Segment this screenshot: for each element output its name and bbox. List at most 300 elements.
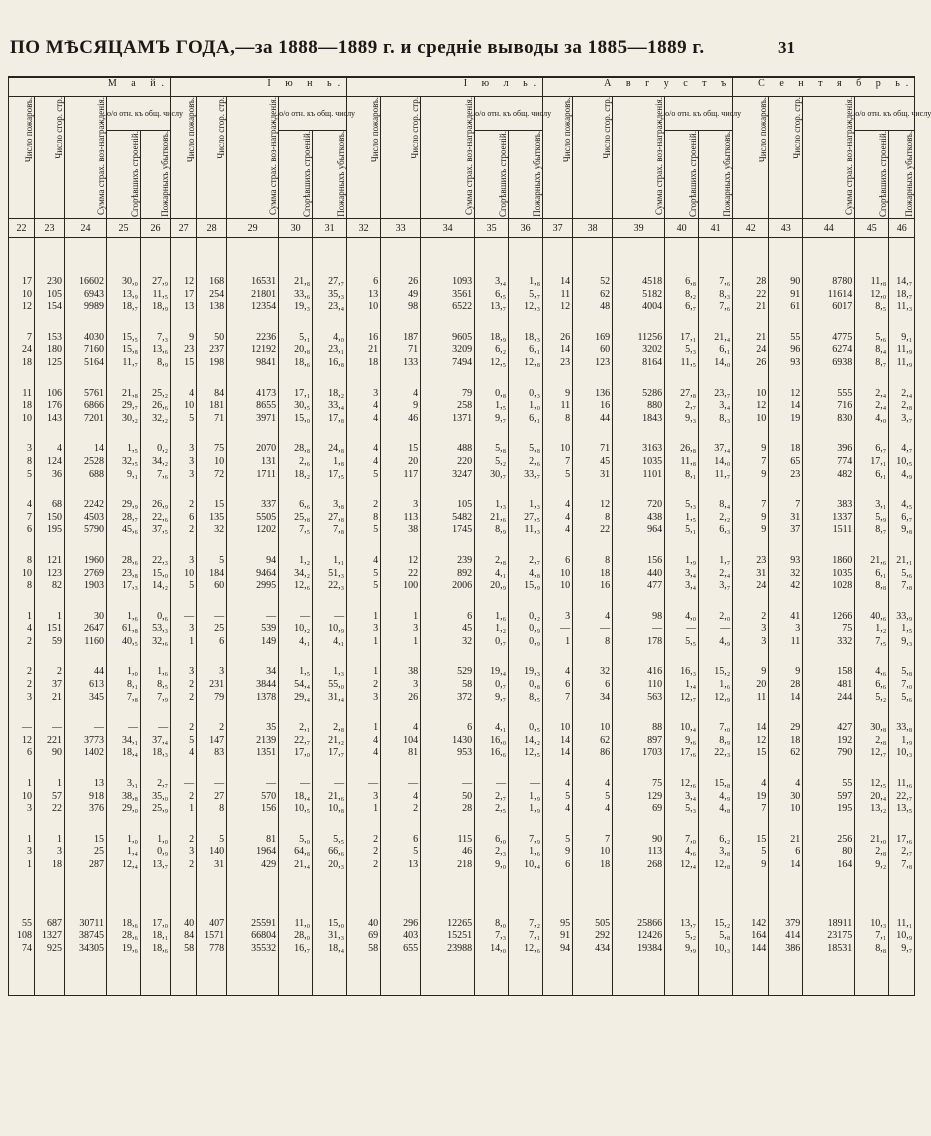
- table-cell: 24: [733, 344, 769, 357]
- spacer-cell: [421, 648, 475, 666]
- table-cell: 11,₆: [889, 778, 915, 791]
- table-cell: 195: [35, 524, 65, 537]
- spacer-cell: [665, 760, 699, 778]
- table-cell: 22: [733, 289, 769, 302]
- table-cell: 7,₁: [855, 930, 889, 943]
- table-cell: 48: [573, 301, 613, 314]
- table-cell: 30,₀: [107, 276, 141, 289]
- column-label-september-4: [855, 131, 889, 219]
- table-cell: 30,₅: [279, 400, 313, 413]
- table-cell: 15: [381, 443, 421, 456]
- table-cell: 2,₈: [475, 555, 509, 568]
- table-cell: 106: [35, 388, 65, 401]
- table-cell: 2,₈: [855, 735, 889, 748]
- spacer-cell: [313, 872, 347, 918]
- table-cell: 12,₀: [855, 289, 889, 302]
- spacer-cell: [171, 425, 197, 443]
- spacer-cell: [855, 481, 889, 499]
- table-cell: 46: [381, 413, 421, 426]
- table-cell: 2: [171, 791, 197, 804]
- table-cell: 4: [543, 499, 573, 512]
- table-cell: 40,₅: [107, 636, 141, 649]
- table-cell: 1371: [421, 413, 475, 426]
- spacer-cell: [313, 760, 347, 778]
- table-cell: 9: [171, 332, 197, 345]
- spacer-cell: [509, 425, 543, 443]
- table-cell: 8780: [803, 276, 855, 289]
- table-cell: 60: [573, 344, 613, 357]
- table-cell: 3561: [421, 289, 475, 302]
- table-cell: 1843: [613, 413, 665, 426]
- table-cell: 0,₆: [141, 611, 171, 624]
- spacer-cell: [421, 593, 475, 611]
- table-cell: 154: [35, 301, 65, 314]
- table-cell: 11256: [613, 332, 665, 345]
- table-cell: 66,₆: [313, 846, 347, 859]
- spacer-cell: [421, 955, 475, 996]
- table-cell: 7,₉: [509, 834, 543, 847]
- table-cell: 15: [171, 357, 197, 370]
- table-cell: 95: [543, 918, 573, 931]
- table-cell: 1,₉: [889, 735, 915, 748]
- table-cell: 28: [733, 276, 769, 289]
- spacer-cell: [227, 238, 279, 277]
- column-label-text: Число пожаровъ.: [758, 97, 769, 163]
- spacer-cell: [733, 425, 769, 443]
- table-cell: 1093: [421, 276, 475, 289]
- table-cell: 18: [573, 859, 613, 872]
- table-cell: 4: [573, 611, 613, 624]
- column-label-text: Сгорѣвшихъ строеній.: [302, 131, 313, 218]
- table-cell: 5,₀: [279, 834, 313, 847]
- table-cell: —: [227, 611, 279, 624]
- spacer-cell: [421, 537, 475, 555]
- table-cell: 80: [803, 846, 855, 859]
- spacer-cell: [769, 593, 803, 611]
- table-cell: 1266: [803, 611, 855, 624]
- spacer-cell: [803, 648, 855, 666]
- spacer-cell: [65, 314, 107, 332]
- table-cell: 86: [573, 747, 613, 760]
- table-cell: 2,₆: [279, 456, 313, 469]
- column-number: 31: [313, 219, 347, 238]
- table-row: [9, 747, 915, 760]
- spacer-cell: [889, 955, 915, 996]
- table-cell: 10,₃: [699, 943, 733, 956]
- column-label-text: Число сгор. стр.: [54, 97, 64, 159]
- table-cell: 570: [227, 791, 279, 804]
- table-cell: 117: [381, 469, 421, 482]
- table-cell: 13,₅: [889, 803, 915, 816]
- spacer-cell: [573, 238, 613, 277]
- table-cell: 18,₇: [889, 289, 915, 302]
- table-cell: 11: [543, 289, 573, 302]
- table-cell: 18,₃: [141, 747, 171, 760]
- table-cell: 18: [9, 400, 35, 413]
- spacer-cell: [279, 537, 313, 555]
- spacer-cell: [769, 238, 803, 277]
- spacer-cell: [509, 704, 543, 722]
- table-cell: 7,₈: [313, 524, 347, 537]
- spacer-cell: [665, 872, 699, 918]
- column-label-text: Сумма страх. воз-награжденія.: [464, 97, 475, 216]
- spacer-cell: [421, 370, 475, 388]
- table-cell: 23988: [421, 943, 475, 956]
- table-cell: 75: [803, 623, 855, 636]
- table-cell: 3: [171, 555, 197, 568]
- spacer-cell: [279, 648, 313, 666]
- spacer-cell: [543, 704, 573, 722]
- spacer-cell: [543, 760, 573, 778]
- spacer-cell: [107, 872, 141, 918]
- table-cell: 4518: [613, 276, 665, 289]
- table-cell: 0,₇: [475, 636, 509, 649]
- table-cell: 10,₃: [889, 747, 915, 760]
- spacer-cell: [279, 760, 313, 778]
- table-cell: 147: [197, 735, 227, 748]
- spacer-cell: [573, 425, 613, 443]
- spacer-cell: [65, 370, 107, 388]
- table-cell: 59: [35, 636, 65, 649]
- table-cell: 33,₄: [313, 400, 347, 413]
- table-cell: 7: [543, 692, 573, 705]
- spacer-cell: [699, 704, 733, 722]
- spacer-cell: [699, 760, 733, 778]
- spacer-cell: [227, 704, 279, 722]
- table-cell: 11: [769, 636, 803, 649]
- table-cell: 3,₄: [665, 580, 699, 593]
- spacer-cell: [855, 955, 889, 996]
- spacer-cell: [421, 481, 475, 499]
- table-cell: —: [35, 722, 65, 735]
- table-row: [9, 276, 915, 289]
- spacer-cell: [509, 314, 543, 332]
- table-cell: 164: [733, 930, 769, 943]
- table-cell: 35532: [227, 943, 279, 956]
- table-cell: 4775: [803, 332, 855, 345]
- table-cell: 180: [35, 344, 65, 357]
- spacer-cell: [171, 872, 197, 918]
- table-cell: 20,₃: [313, 859, 347, 872]
- table-cell: 60: [197, 580, 227, 593]
- spacer-cell: [313, 704, 347, 722]
- table-cell: 1: [9, 778, 35, 791]
- table-cell: 3: [9, 443, 35, 456]
- table-cell: 231: [197, 679, 227, 692]
- column-label-text: Сгорѣвшихъ строеній.: [130, 131, 140, 218]
- spacer-cell: [475, 593, 509, 611]
- spacer-cell: [279, 704, 313, 722]
- table-cell: 62: [769, 747, 803, 760]
- table-cell: 98: [613, 611, 665, 624]
- table-cell: 13,₇: [475, 301, 509, 314]
- table-cell: 30: [65, 611, 107, 624]
- table-cell: 2,₇: [475, 791, 509, 804]
- table-cell: 27,₈: [665, 388, 699, 401]
- spacer-cell: [733, 704, 769, 722]
- table-cell: 64,₈: [279, 846, 313, 859]
- table-cell: 15,₉: [509, 580, 543, 593]
- table-cell: 1,₈: [313, 456, 347, 469]
- table-cell: 15,₀: [313, 918, 347, 931]
- table-cell: 158: [803, 666, 855, 679]
- spacer-cell: [227, 481, 279, 499]
- table-cell: 44: [573, 413, 613, 426]
- table-cell: 414: [769, 930, 803, 943]
- spacer-cell: [35, 760, 65, 778]
- table-cell: 2242: [65, 499, 107, 512]
- table-cell: 6: [421, 611, 475, 624]
- table-cell: 11,₈: [855, 276, 889, 289]
- spacer-cell: [141, 238, 171, 277]
- table-cell: 69: [347, 930, 381, 943]
- table-cell: 6: [9, 747, 35, 760]
- month-header-june: І ю н ь.: [171, 77, 347, 97]
- table-cell: 44: [65, 666, 107, 679]
- spacer-cell: [475, 760, 509, 778]
- spacer-cell: [573, 704, 613, 722]
- spacer-cell: [769, 816, 803, 834]
- spacer-cell: [347, 648, 381, 666]
- spacer-cell: [543, 816, 573, 834]
- table-cell: 20,₉: [475, 580, 509, 593]
- table-cell: 5,₃: [665, 803, 699, 816]
- table-row: [9, 357, 915, 370]
- spacer-cell: [107, 593, 141, 611]
- table-cell: 7,₅: [855, 636, 889, 649]
- table-cell: 1327: [35, 930, 65, 943]
- spacer-cell: [381, 760, 421, 778]
- table-cell: 1,₂: [475, 623, 509, 636]
- table-cell: 1: [381, 611, 421, 624]
- table-cell: 23: [733, 555, 769, 568]
- spacer-cell: [313, 955, 347, 996]
- table-cell: 2,₄: [855, 400, 889, 413]
- table-cell: 21: [733, 301, 769, 314]
- table-cell: 2: [9, 666, 35, 679]
- table-cell: 0,₅: [509, 722, 543, 735]
- table-cell: 3: [381, 623, 421, 636]
- table-cell: 3: [347, 388, 381, 401]
- table-cell: 5,₂: [855, 692, 889, 705]
- table-cell: 4: [543, 803, 573, 816]
- table-cell: 129: [613, 791, 665, 804]
- statistics-table: [8, 76, 931, 996]
- table-row: [9, 666, 915, 679]
- spacer-cell: [475, 537, 509, 555]
- table-cell: 6: [347, 276, 381, 289]
- table-cell: 3: [769, 623, 803, 636]
- spacer-cell: [889, 238, 915, 277]
- spacer-cell: [141, 593, 171, 611]
- spacer-cell: [141, 760, 171, 778]
- table-cell: 38: [381, 666, 421, 679]
- spacer-cell: [613, 955, 665, 996]
- table-cell: 7: [733, 803, 769, 816]
- table-cell: 3,₄: [475, 276, 509, 289]
- spacer-cell: [35, 238, 65, 277]
- table-cell: 88: [613, 722, 665, 735]
- table-cell: 7: [543, 456, 573, 469]
- table-cell: 918: [65, 791, 107, 804]
- table-cell: 28,₆: [107, 555, 141, 568]
- table-cell: 3: [9, 692, 35, 705]
- table-cell: 5,₇: [509, 289, 543, 302]
- spacer-cell: [35, 955, 65, 996]
- spacer-cell: [381, 816, 421, 834]
- table-cell: 6,₀: [475, 834, 509, 847]
- table-cell: 136: [573, 388, 613, 401]
- table-cell: 244: [803, 692, 855, 705]
- spacer-cell: [9, 425, 35, 443]
- table-cell: 5: [733, 846, 769, 859]
- table-cell: 10,₄: [509, 859, 543, 872]
- spacer-cell: [381, 955, 421, 996]
- table-cell: 50: [421, 791, 475, 804]
- table-cell: 383: [803, 499, 855, 512]
- spacer-cell: [573, 760, 613, 778]
- table-cell: 38: [381, 524, 421, 537]
- table-cell: 10: [543, 722, 573, 735]
- spacer-cell: [9, 760, 35, 778]
- table-cell: 221: [35, 735, 65, 748]
- table-cell: 18,₆: [279, 357, 313, 370]
- table-cell: 94: [227, 555, 279, 568]
- spacer-cell: [509, 238, 543, 277]
- spacer-cell: [65, 760, 107, 778]
- spacer-cell: [35, 593, 65, 611]
- table-row: [9, 692, 915, 705]
- table-row: [9, 803, 915, 816]
- table-cell: 10: [347, 301, 381, 314]
- table-cell: 14,₂: [509, 735, 543, 748]
- table-cell: 46: [421, 846, 475, 859]
- table-cell: 0,₈: [475, 388, 509, 401]
- spacer-cell: [889, 593, 915, 611]
- table-cell: 11,₈: [665, 456, 699, 469]
- table-cell: 11: [543, 400, 573, 413]
- spacer-cell: [889, 537, 915, 555]
- table-cell: 19,₃: [279, 301, 313, 314]
- spacer-cell: [855, 704, 889, 722]
- table-cell: 10,₅: [889, 456, 915, 469]
- table-cell: 22,₆: [141, 512, 171, 525]
- table-cell: 3773: [65, 735, 107, 748]
- table-cell: 13,₂: [855, 803, 889, 816]
- column-label-text: Число сгор. стр.: [410, 97, 421, 159]
- table-cell: 17: [9, 276, 35, 289]
- spacer-cell: [699, 955, 733, 996]
- table-cell: 5: [197, 834, 227, 847]
- table-cell: 8: [543, 413, 573, 426]
- column-label-july-3: [421, 97, 475, 219]
- spacer-cell: [227, 816, 279, 834]
- table-cell: 4503: [65, 512, 107, 525]
- column-number: 40: [665, 219, 699, 238]
- table-cell: 6,₂: [699, 834, 733, 847]
- column-label-text: Число пожаровъ.: [370, 97, 381, 163]
- table-cell: 11,₅: [141, 289, 171, 302]
- table-cell: 27,₉: [141, 276, 171, 289]
- column-number: 42: [733, 219, 769, 238]
- table-cell: 3: [347, 692, 381, 705]
- spacer-cell: [769, 955, 803, 996]
- table-cell: 1,₁: [313, 555, 347, 568]
- table-cell: 55: [9, 918, 35, 931]
- table-cell: 90: [613, 834, 665, 847]
- table-cell: 61: [769, 301, 803, 314]
- column-label-text: Сумма страх. воз-награжденія.: [96, 97, 106, 216]
- table-cell: 1,₀: [107, 666, 141, 679]
- spacer-cell: [733, 238, 769, 277]
- table-cell: 2: [347, 846, 381, 859]
- column-label-june-3: [227, 97, 279, 219]
- spacer-cell: [665, 704, 699, 722]
- table-cell: 12: [573, 499, 613, 512]
- spacer-cell: [279, 370, 313, 388]
- table-cell: 10: [9, 289, 35, 302]
- table-body: [9, 77, 931, 996]
- table-cell: 4,₈: [699, 803, 733, 816]
- table-cell: 12: [733, 735, 769, 748]
- table-cell: 11,₉: [889, 357, 915, 370]
- table-cell: 3: [9, 846, 35, 859]
- table-cell: 7201: [65, 413, 107, 426]
- spacer-cell: [227, 955, 279, 996]
- table-cell: 13,₆: [141, 344, 171, 357]
- spacer-cell: [107, 425, 141, 443]
- table-cell: 2,₈: [855, 846, 889, 859]
- spacer-cell: [855, 593, 889, 611]
- spacer-cell: [313, 481, 347, 499]
- table-row: [9, 555, 915, 568]
- table-cell: 1,₆: [141, 666, 171, 679]
- table-cell: 10: [733, 413, 769, 426]
- table-cell: 481: [803, 679, 855, 692]
- spacer-cell: [227, 537, 279, 555]
- table-cell: 32: [421, 636, 475, 649]
- column-label-text: Сумма страх. воз-награжденія.: [844, 97, 855, 216]
- table-cell: 2: [35, 666, 65, 679]
- table-cell: 133: [381, 357, 421, 370]
- table-cell: 15,₀: [141, 568, 171, 581]
- spacer-cell: [347, 816, 381, 834]
- table-cell: 14: [769, 400, 803, 413]
- table-cell: 10: [573, 846, 613, 859]
- table-cell: 4,₉: [699, 791, 733, 804]
- table-cell: 13,₉: [107, 289, 141, 302]
- column-number: 34: [421, 219, 475, 238]
- spacer-cell: [665, 314, 699, 332]
- table-cell: 14,₀: [699, 357, 733, 370]
- table-cell: 5: [9, 469, 35, 482]
- table-cell: 4173: [227, 388, 279, 401]
- table-cell: 14: [543, 276, 573, 289]
- spacer-cell: [197, 314, 227, 332]
- table-cell: 8,₉: [699, 735, 733, 748]
- spacer-cell: [803, 370, 855, 388]
- table-cell: 93: [769, 555, 803, 568]
- table-cell: 27,₅: [509, 512, 543, 525]
- table-cell: 29,₄: [279, 692, 313, 705]
- table-cell: 32,₆: [141, 636, 171, 649]
- table-cell: —: [279, 778, 313, 791]
- table-cell: 3: [733, 623, 769, 636]
- table-cell: 1378: [227, 692, 279, 705]
- table-cell: 21,₈: [107, 388, 141, 401]
- table-cell: 91: [769, 289, 803, 302]
- table-cell: 258: [421, 400, 475, 413]
